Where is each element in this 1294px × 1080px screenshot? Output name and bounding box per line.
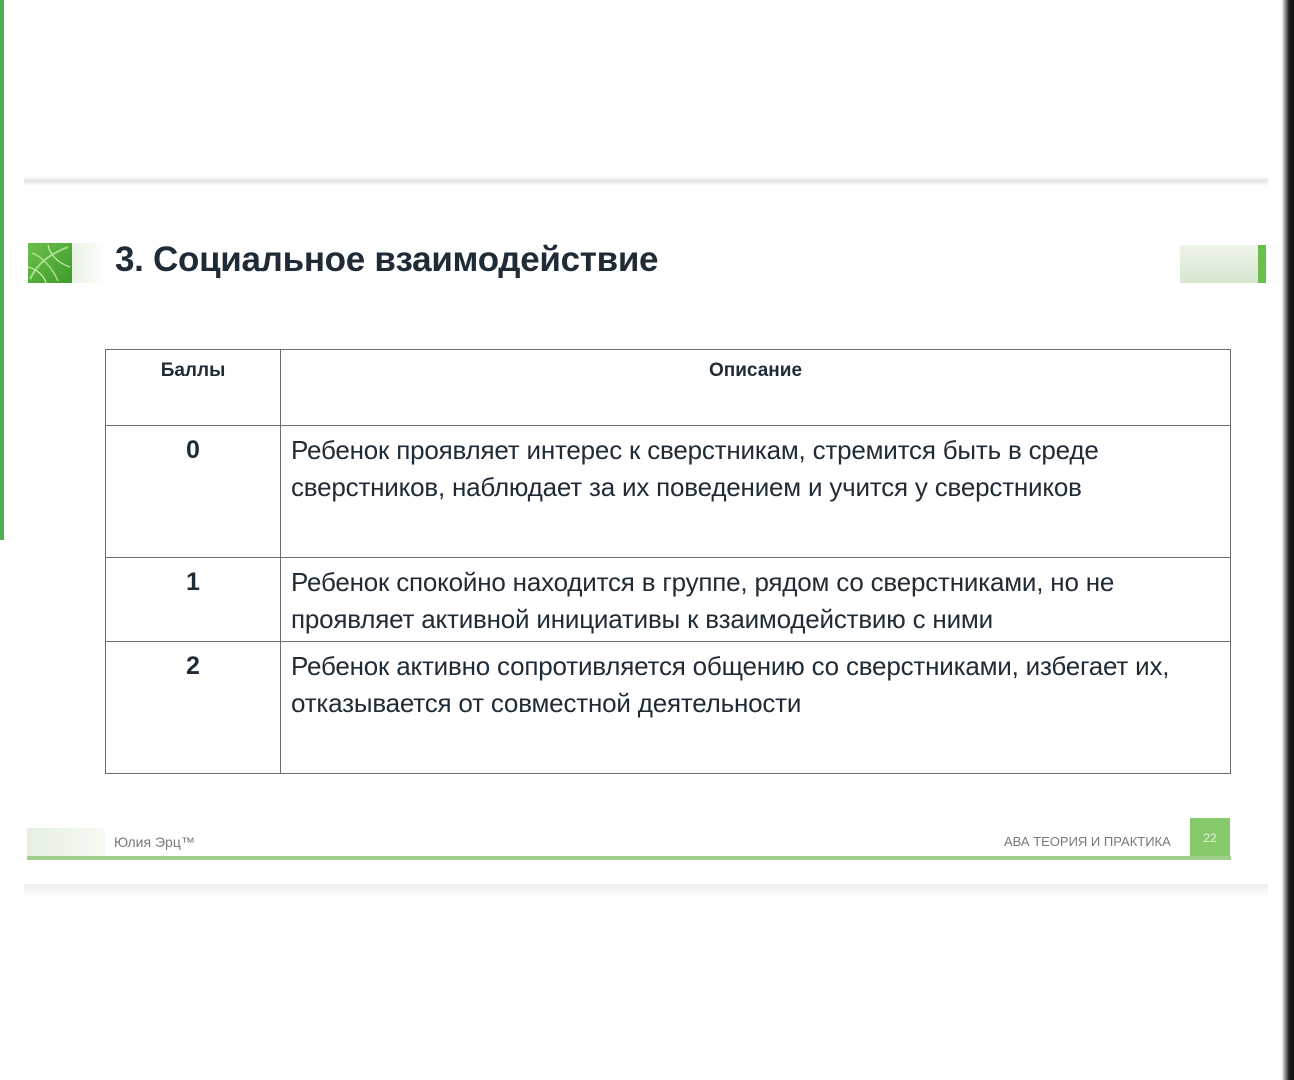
score-description: Ребенок проявляет интерес к сверстникам, стремится быть в среде сверстников, наблюдает за их поведением и учится у сверстников	[281, 426, 1231, 558]
score-value: 0	[106, 426, 281, 558]
table-row	[106, 426, 1231, 558]
green-leaf-pattern-icon	[28, 243, 72, 283]
footer-divider-line	[27, 856, 1231, 860]
table-row	[106, 642, 1231, 774]
score-description: Ребенок активно сопротивляется общению со сверстниками, избегает их, отказывается от совместной деятельности	[281, 642, 1231, 774]
title-decoration-right-bar	[1258, 245, 1266, 283]
score-value: 1	[106, 558, 281, 642]
table-header-row	[106, 350, 1231, 426]
page-number-badge: 22	[1190, 818, 1230, 858]
title-decoration-right	[1180, 245, 1260, 283]
score-description: Ребенок спокойно находится в группе, рядом со сверстниками, но не проявляет активной инициативы к взаимодействию с ними	[281, 558, 1231, 642]
title-icon-fade	[72, 243, 106, 283]
slide-title: 3. Социальное взаимодействие	[115, 240, 659, 279]
score-table	[105, 349, 1231, 774]
slide-bottom-shadow	[24, 884, 1268, 898]
header-description: Описание	[281, 350, 1231, 426]
header-score: Баллы	[106, 350, 281, 426]
score-value: 2	[106, 642, 281, 774]
slide-top-shadow	[24, 176, 1268, 186]
footer-author: Юлия Эрц™	[114, 834, 195, 850]
footer-left-decoration	[27, 828, 105, 858]
video-frame-right-edge	[1282, 0, 1294, 1080]
video-frame-left-edge	[0, 0, 4, 540]
table-row	[106, 558, 1231, 642]
footer-brand: АВА ТЕОРИЯ И ПРАКТИКА	[1004, 834, 1171, 849]
